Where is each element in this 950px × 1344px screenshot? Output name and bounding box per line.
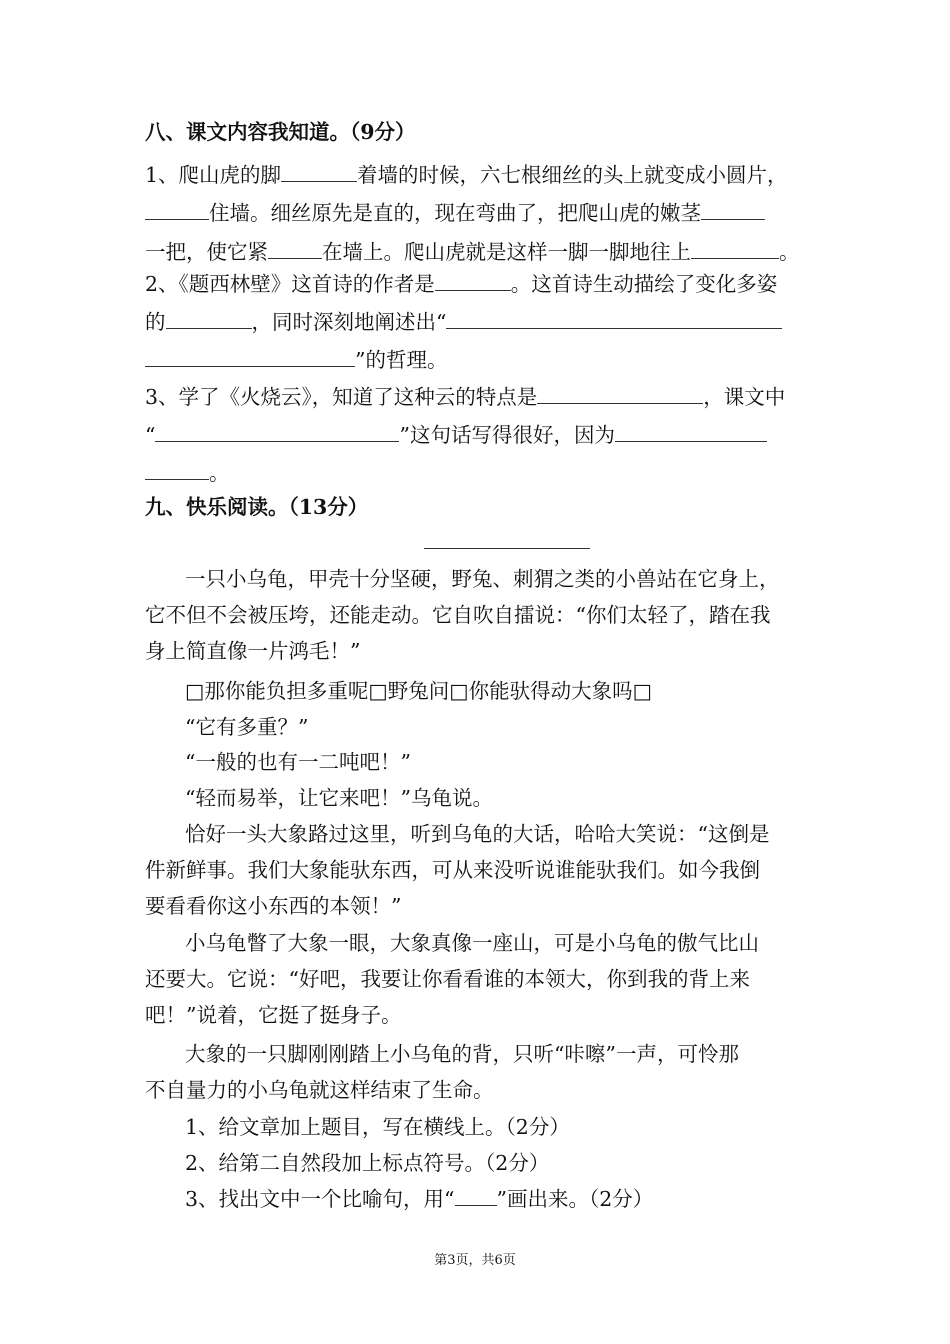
passage-p6-line-1: 恰好一头大象路过这里，听到乌龟的大话，哈哈大笑说：“这倒是: [185, 822, 770, 846]
page-footer: 第3页，共6页: [434, 1253, 516, 1268]
text: 。这首诗生动描绘了变化多姿: [510, 272, 778, 296]
passage-p8-line-2: 不自量力的小乌龟就这样结束了生命。: [145, 1078, 494, 1102]
answer-blank[interactable]: [145, 460, 209, 480]
passage-p5: “轻而易举，让它来吧！”乌龟说。: [185, 786, 493, 810]
answer-blank[interactable]: [281, 162, 357, 182]
text: 1、爬山虎的脚: [145, 163, 282, 187]
text: 在墙上。爬山虎就是这样一脚一脚地往上: [322, 240, 691, 264]
q8-3-line-1: [145, 383, 785, 411]
text: 一把，使它紧: [145, 240, 268, 264]
passage-p6-line-3: 要看看你这小东西的本领！”: [145, 894, 402, 918]
text: ，同时深刻地阐述出“: [251, 310, 447, 334]
text: “: [145, 423, 156, 447]
passage-p1-line-2: 它不但不会被压垮，还能走动。它自吹自擂说：“你们太轻了，踏在我: [145, 603, 771, 627]
q8-1-line-2: [145, 199, 765, 227]
q8-3-line-3: [145, 459, 230, 487]
question-9-3: [185, 1185, 653, 1213]
text: ”这句话写得很好，因为: [399, 423, 615, 447]
q8-2-line-2: [145, 308, 782, 336]
section-9-heading: 九、快乐阅读。（13分）: [145, 495, 369, 519]
q8-1-line-3: [145, 238, 800, 266]
question-9-1: 1、给文章加上题目，写在横线上。（2分）: [185, 1115, 570, 1139]
answer-blank[interactable]: [691, 239, 779, 259]
text: 着墙的时候，六七根细丝的头上就变成小圆片，: [357, 163, 788, 187]
text: 。: [209, 461, 230, 485]
answer-blank[interactable]: [268, 239, 322, 259]
answer-blank[interactable]: [446, 309, 782, 329]
answer-blank[interactable]: [615, 422, 767, 442]
text: 3、学了《火烧云》，知道了这种云的特点是: [145, 385, 538, 409]
passage-p4: “一般的也有一二吨吧！”: [185, 750, 411, 774]
answer-blank[interactable]: [435, 271, 511, 291]
answer-blank[interactable]: [155, 422, 399, 442]
q8-2-line-3: [145, 346, 447, 374]
q8-3-line-2: [145, 421, 767, 449]
question-9-2: 2、给第二自然段加上标点符号。（2分）: [185, 1151, 550, 1175]
text: ”画出来。（2分）: [496, 1187, 654, 1211]
text: 2、《题西林壁》这首诗的作者是: [145, 272, 435, 296]
passage-p7-line-2: 还要大。它说：“好吧，我要让你看看谁的本领大，你到我的背上来: [145, 967, 750, 991]
answer-blank[interactable]: [701, 200, 765, 220]
passage-p3: “它有多重？”: [185, 715, 309, 739]
passage-p1-line-1: 一只小乌龟，甲壳十分坚硬，野兔、刺猬之类的小兽站在它身上，: [185, 567, 780, 591]
passage-title-blank[interactable]: [424, 548, 590, 549]
passage-p7-line-3: 吧！”说着，它挺了挺身子。: [145, 1003, 402, 1027]
passage-p1-line-3: 身上简直像一片鸿毛！”: [145, 639, 361, 663]
underline-sample: [455, 1186, 497, 1206]
text: 的: [145, 310, 166, 334]
text: 住墙。细丝原先是直的，现在弯曲了，把爬山虎的嫩茎: [209, 201, 701, 225]
text: 3、找出文中一个比喻句，用“: [185, 1187, 455, 1211]
text: 。: [779, 240, 800, 264]
passage-p6-line-2: 件新鲜事。我们大象能驮东西，可从来没听说谁能驮我们。如今我倒: [145, 858, 760, 882]
q8-1-line-1: [145, 161, 788, 189]
q8-2-line-1: [145, 270, 777, 298]
answer-blank[interactable]: [166, 309, 252, 329]
text: ，课文中: [703, 385, 786, 409]
passage-p8-line-1: 大象的一只脚刚刚踏上小乌龟的背，只听“咔嚓”一声，可怜那: [185, 1042, 739, 1066]
answer-blank[interactable]: [537, 384, 703, 404]
passage-p2: □那你能负担多重呢□野兔问□你能驮得动大象吗□: [185, 679, 652, 703]
text: ”的哲理。: [355, 348, 448, 372]
answer-blank[interactable]: [145, 347, 355, 367]
passage-p7-line-1: 小乌龟瞥了大象一眼，大象真像一座山，可是小乌龟的傲气比山: [185, 931, 759, 955]
answer-blank[interactable]: [145, 200, 209, 220]
section-8-heading: 八、课文内容我知道。（9分）: [145, 120, 416, 144]
